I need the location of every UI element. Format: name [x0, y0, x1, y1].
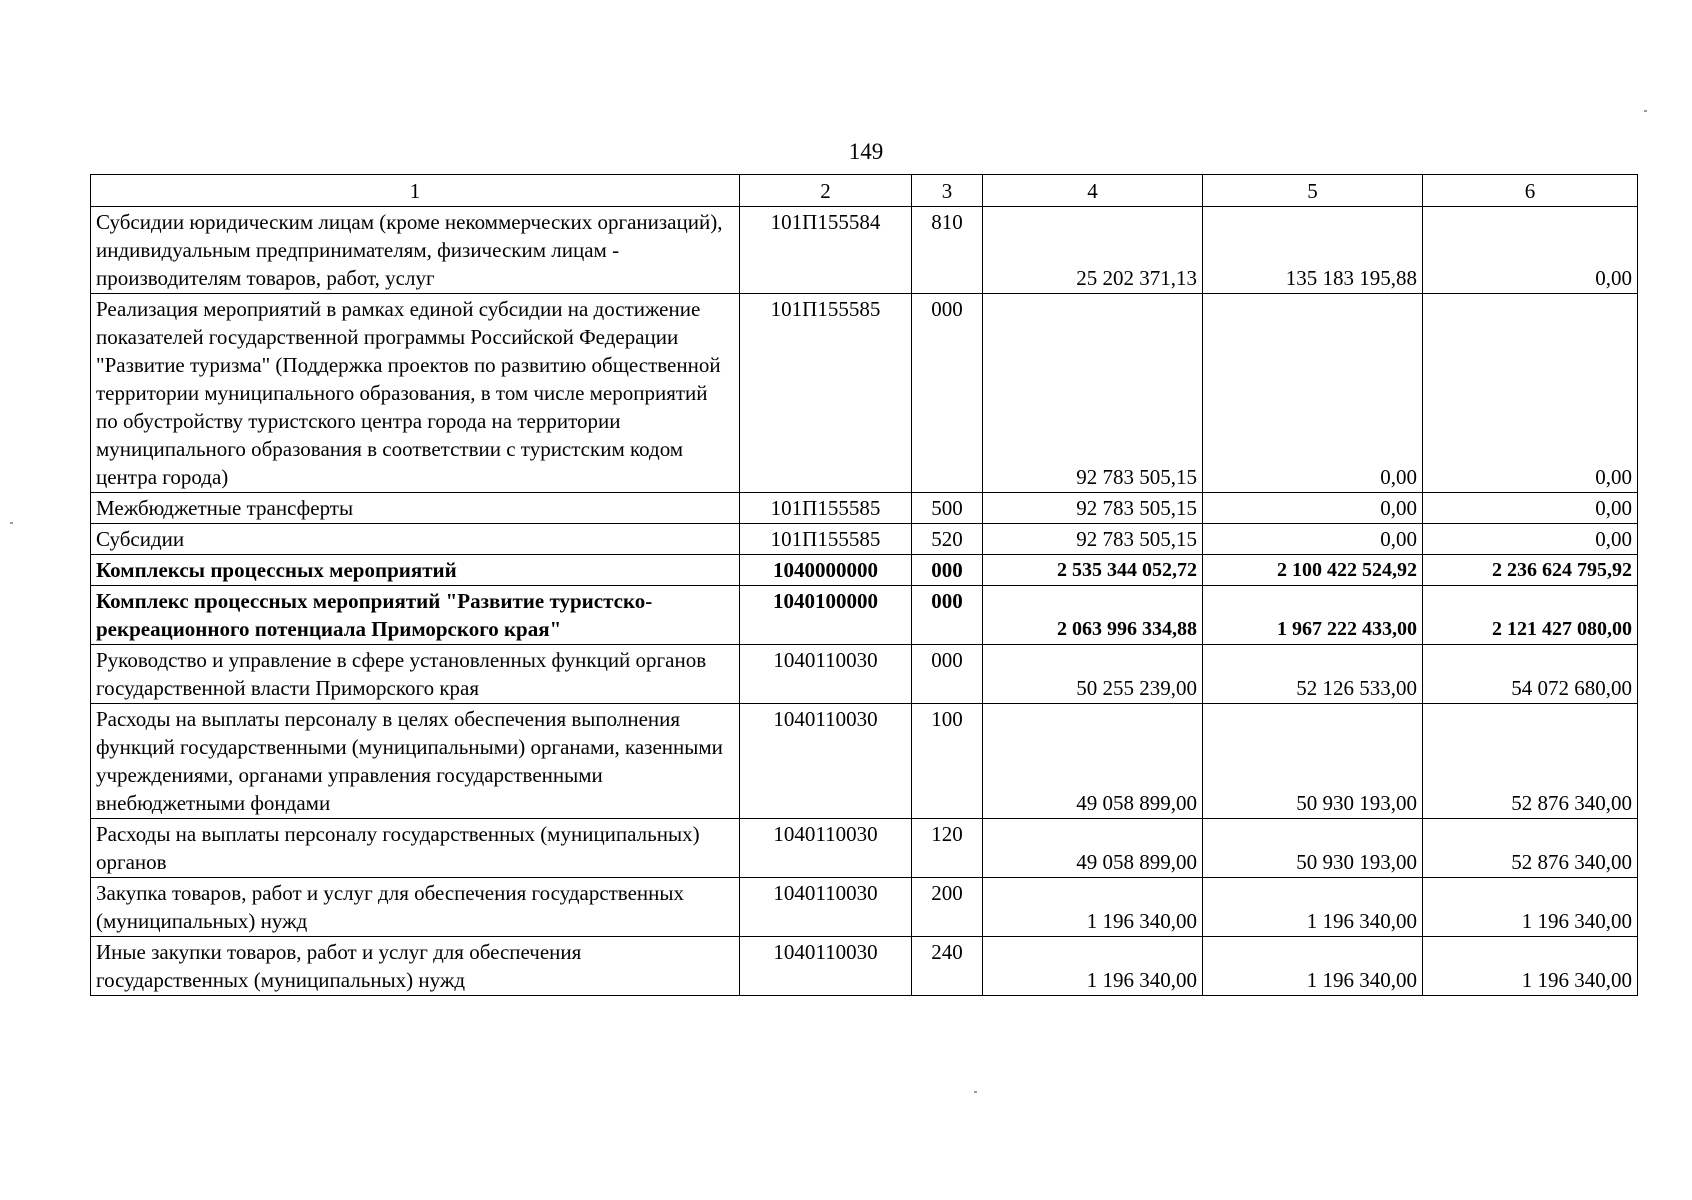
scan-speck: [1644, 110, 1647, 112]
table-row: [91, 524, 1638, 555]
row-amount-cell-col-5: 135 183 195,88: [1203, 207, 1423, 294]
row-name-cell: Расходы на выплаты персоналу в целях обеспечения выполнения функций государственными (муниципальными) органами, казенными учреждениями, органами управления государственными внебюджетными фондами: [91, 704, 740, 819]
table-row: [91, 555, 1638, 586]
row-code-cell: 1040100000: [740, 586, 912, 645]
row-amount-cell-col-5: 1 967 222 433,00: [1203, 586, 1423, 645]
row-code-cell: 101П155585: [740, 524, 912, 555]
row-amount-cell-col-5: 1 196 340,00: [1203, 937, 1423, 996]
row-amount-cell-col-5: 0,00: [1203, 524, 1423, 555]
page-number: 149: [848, 139, 884, 164]
row-name-cell: Реализация мероприятий в рамках единой субсидии на достижение показателей государственной программы Российской Федерации "Развитие туризма" (Поддержка проектов по развитию общественной территории муниципального образования, в том числе мероприятий по обустройству туристского центра города на территории муниципального образования в соответствии с туристским кодом центра города): [91, 294, 740, 493]
row-amount-cell-col-4: 2 535 344 052,72: [983, 555, 1203, 586]
row-name-cell: Руководство и управление в сфере установленных функций органов государственной власти Приморского края: [91, 645, 740, 704]
row-amount-cell-col-6: 0,00: [1423, 207, 1638, 294]
row-expense-type-cell: 000: [912, 555, 983, 586]
row-code-cell: 1040000000: [740, 555, 912, 586]
scan-speck: [974, 1091, 977, 1093]
scan-speck: [10, 522, 13, 524]
row-amount-cell-col-4: 92 783 505,15: [983, 524, 1203, 555]
row-amount-cell-col-5: 50 930 193,00: [1203, 819, 1423, 878]
budget-table: [90, 174, 1638, 996]
header-cell-col-5: 5: [1203, 175, 1423, 207]
row-name-cell: Субсидии: [91, 524, 740, 555]
table-row: [91, 586, 1638, 645]
row-code-cell: 101П155584: [740, 207, 912, 294]
row-code-cell: 1040110030: [740, 937, 912, 996]
row-amount-cell-col-6: 0,00: [1423, 294, 1638, 493]
row-amount-cell-col-6: 0,00: [1423, 493, 1638, 524]
table-row: [91, 493, 1638, 524]
row-amount-cell-col-4: 92 783 505,15: [983, 493, 1203, 524]
row-name-cell: Расходы на выплаты персоналу государственных (муниципальных) органов: [91, 819, 740, 878]
table-row: [91, 704, 1638, 819]
row-name-cell: Комплекс процессных мероприятий "Развитие туристско-рекреационного потенциала Приморского края": [91, 586, 740, 645]
row-code-cell: 101П155585: [740, 294, 912, 493]
row-amount-cell-col-4: 2 063 996 334,88: [983, 586, 1203, 645]
row-code-cell: 1040110030: [740, 819, 912, 878]
row-amount-cell-col-4: 92 783 505,15: [983, 294, 1203, 493]
row-amount-cell-col-4: 49 058 899,00: [983, 819, 1203, 878]
row-name-cell: Субсидии юридическим лицам (кроме некоммерческих организаций), индивидуальным предпринимателям, физическим лицам - производителям товаров, работ, услуг: [91, 207, 740, 294]
row-name-cell: Закупка товаров, работ и услуг для обеспечения государственных (муниципальных) нужд: [91, 878, 740, 937]
row-amount-cell-col-4: 1 196 340,00: [983, 878, 1203, 937]
row-amount-cell-col-6: 0,00: [1423, 524, 1638, 555]
header-cell-col-6: 6: [1423, 175, 1638, 207]
header-cell-col-1: 1: [91, 175, 740, 207]
table-row: [91, 294, 1638, 493]
header-cell-col-4: 4: [983, 175, 1203, 207]
row-name-cell: Иные закупки товаров, работ и услуг для обеспечения государственных (муниципальных) нужд: [91, 937, 740, 996]
row-amount-cell-col-5: 50 930 193,00: [1203, 704, 1423, 819]
row-amount-cell-col-6: 52 876 340,00: [1423, 704, 1638, 819]
table-row: [91, 878, 1638, 937]
row-amount-cell-col-5: 1 196 340,00: [1203, 878, 1423, 937]
row-expense-type-cell: 000: [912, 586, 983, 645]
row-expense-type-cell: 520: [912, 524, 983, 555]
row-amount-cell-col-5: 0,00: [1203, 493, 1423, 524]
row-expense-type-cell: 100: [912, 704, 983, 819]
table-row: [91, 819, 1638, 878]
row-code-cell: 1040110030: [740, 645, 912, 704]
row-expense-type-cell: 810: [912, 207, 983, 294]
row-amount-cell-col-6: 2 121 427 080,00: [1423, 586, 1638, 645]
row-amount-cell-col-4: 50 255 239,00: [983, 645, 1203, 704]
row-code-cell: 1040110030: [740, 878, 912, 937]
row-amount-cell-col-4: 49 058 899,00: [983, 704, 1203, 819]
row-amount-cell-col-4: 25 202 371,13: [983, 207, 1203, 294]
row-amount-cell-col-5: 2 100 422 524,92: [1203, 555, 1423, 586]
table-row: [91, 937, 1638, 996]
row-name-cell: Межбюджетные трансферты: [91, 493, 740, 524]
table-body: [91, 175, 1638, 996]
row-expense-type-cell: 240: [912, 937, 983, 996]
row-amount-cell-col-6: 54 072 680,00: [1423, 645, 1638, 704]
row-expense-type-cell: 000: [912, 294, 983, 493]
row-amount-cell-col-6: 1 196 340,00: [1423, 878, 1638, 937]
row-amount-cell-col-5: 0,00: [1203, 294, 1423, 493]
table-row: [91, 645, 1638, 704]
header-cell-col-3: 3: [912, 175, 983, 207]
row-code-cell: 1040110030: [740, 704, 912, 819]
row-expense-type-cell: 120: [912, 819, 983, 878]
row-amount-cell-col-5: 52 126 533,00: [1203, 645, 1423, 704]
row-expense-type-cell: 500: [912, 493, 983, 524]
row-expense-type-cell: 000: [912, 645, 983, 704]
row-amount-cell-col-6: 2 236 624 795,92: [1423, 555, 1638, 586]
row-name-cell: Комплексы процессных мероприятий: [91, 555, 740, 586]
header-cell-col-2: 2: [740, 175, 912, 207]
row-expense-type-cell: 200: [912, 878, 983, 937]
row-amount-cell-col-6: 52 876 340,00: [1423, 819, 1638, 878]
table-header-row: [91, 175, 1638, 207]
row-code-cell: 101П155585: [740, 493, 912, 524]
table-row: [91, 207, 1638, 294]
row-amount-cell-col-4: 1 196 340,00: [983, 937, 1203, 996]
row-amount-cell-col-6: 1 196 340,00: [1423, 937, 1638, 996]
